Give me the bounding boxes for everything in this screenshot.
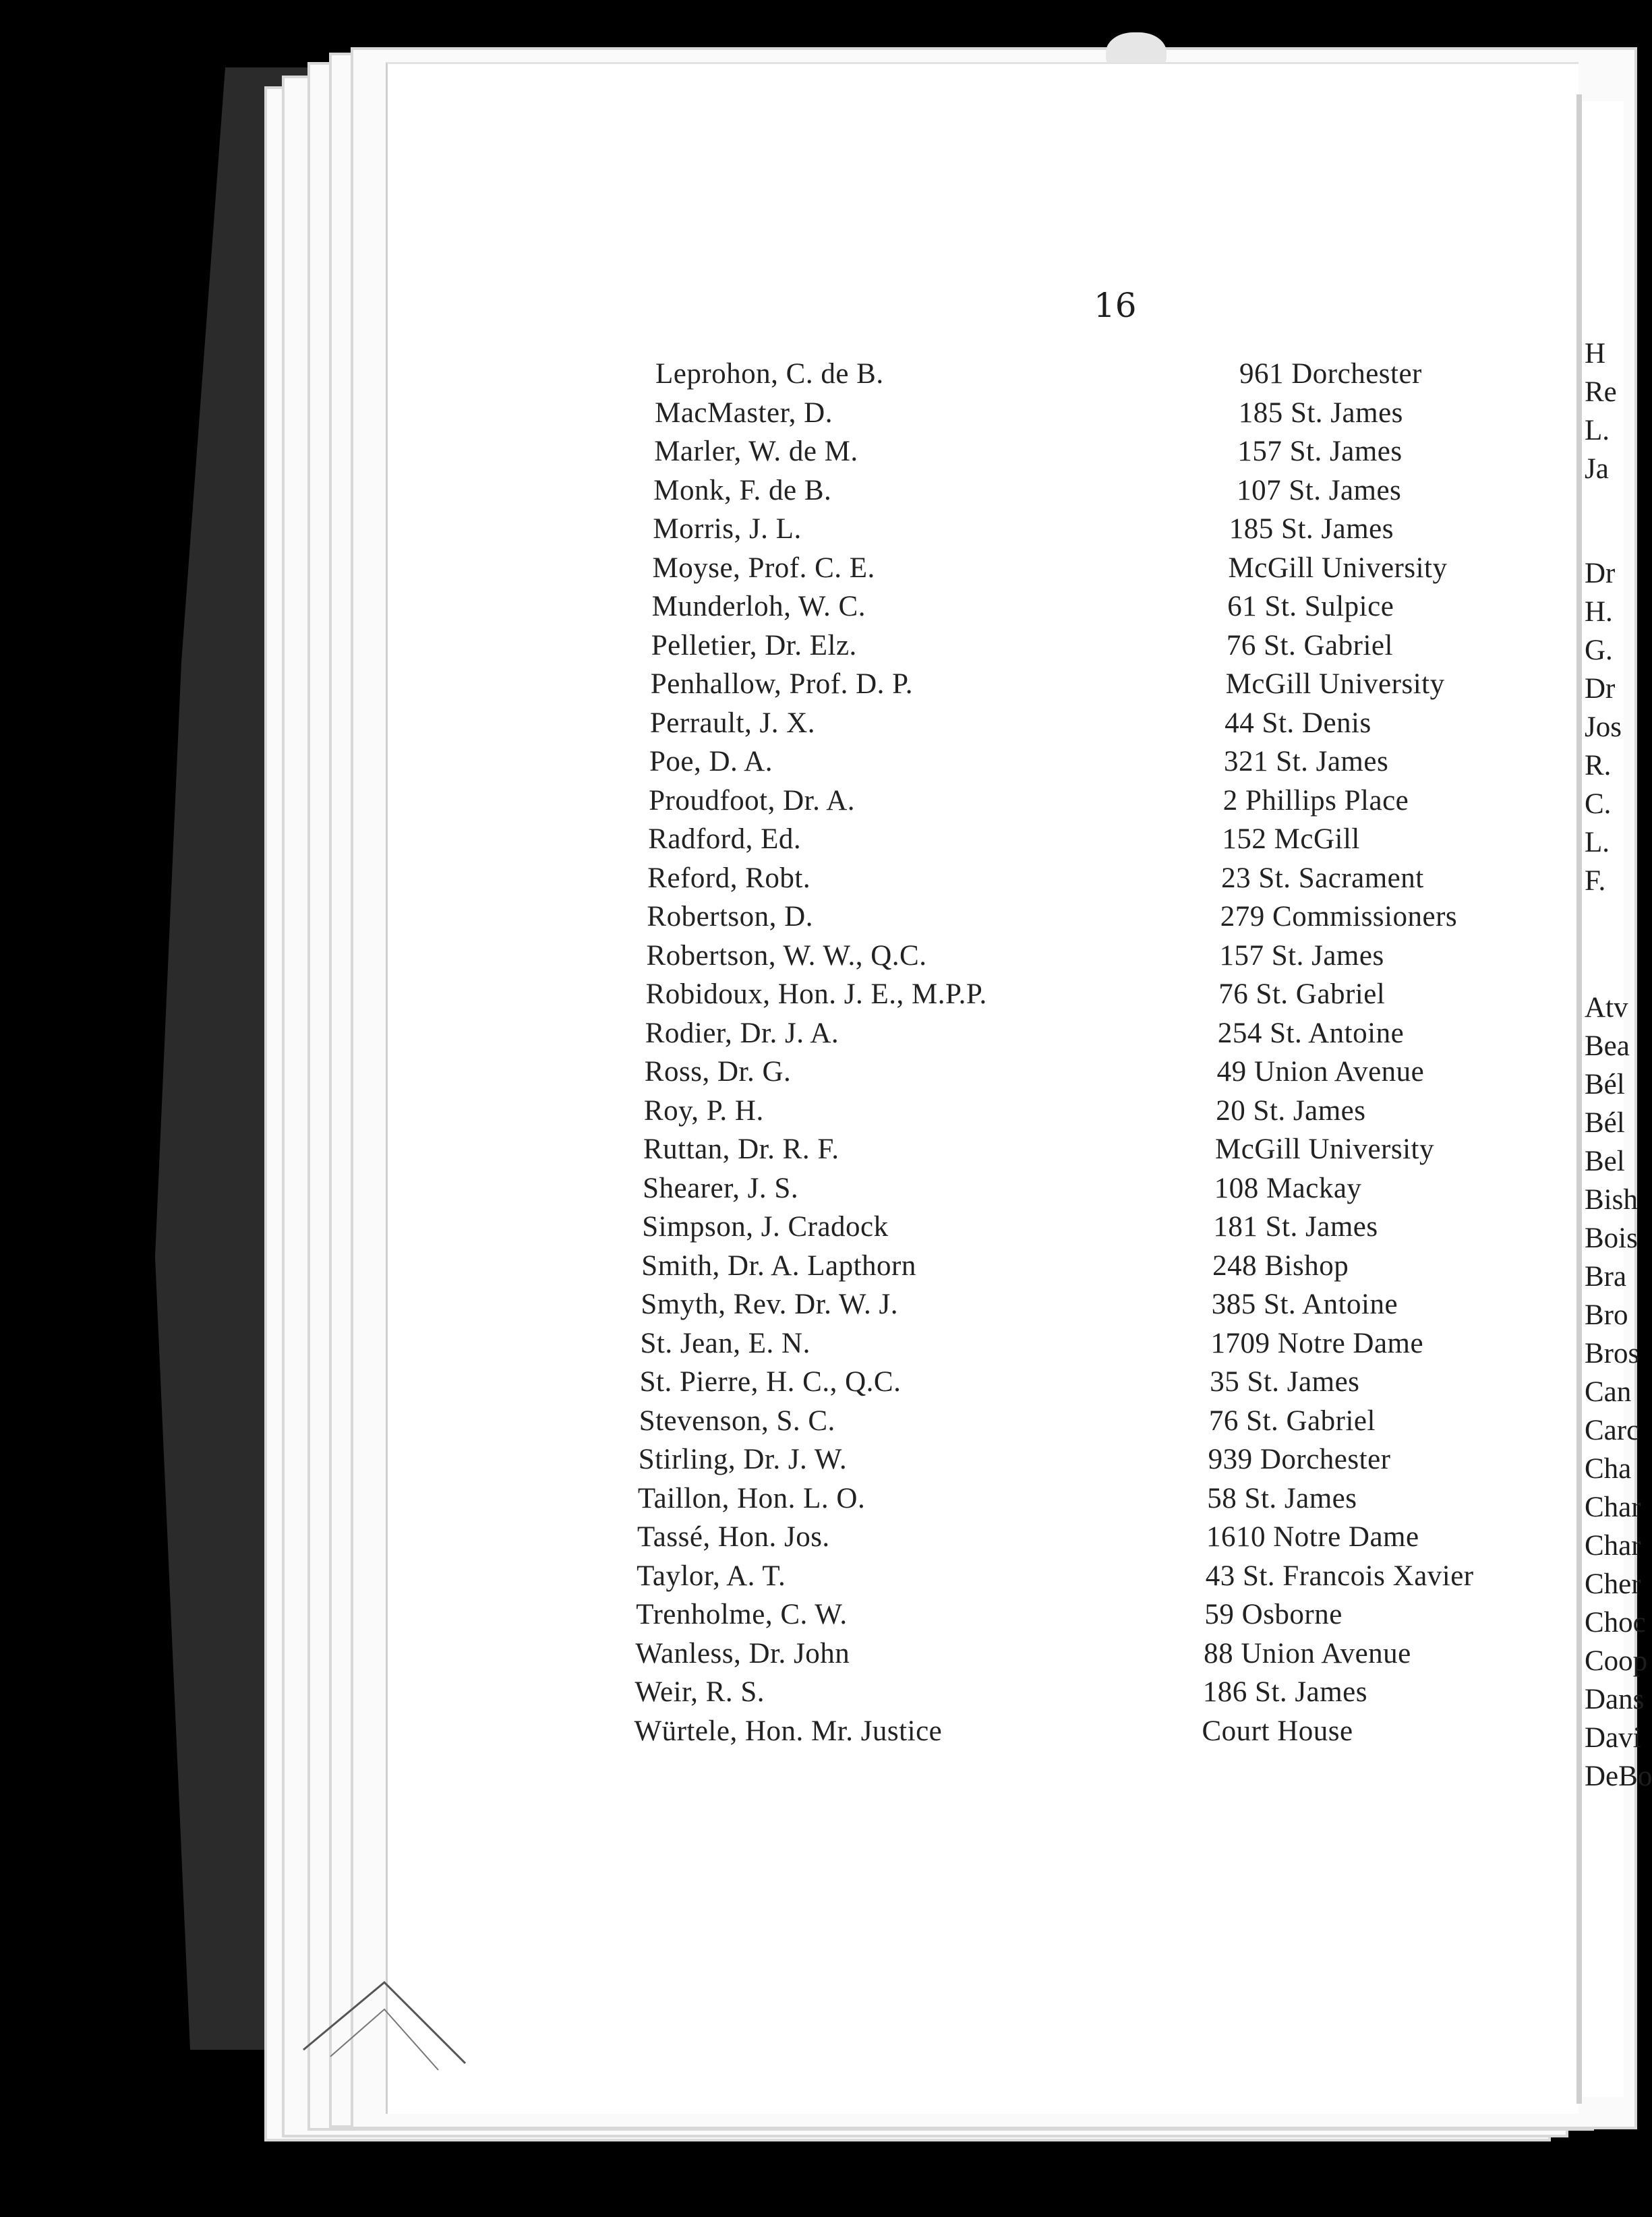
facing-page-text: Bea bbox=[1585, 1030, 1630, 1062]
facing-page-text: F. bbox=[1585, 865, 1606, 897]
entry-address: 76 St. Gabriel bbox=[1208, 1405, 1376, 1437]
facing-page-text: Coop bbox=[1585, 1645, 1648, 1677]
entry-name: Roy, P. H. bbox=[643, 1094, 764, 1127]
facing-page-text: H. bbox=[1585, 596, 1613, 628]
entry-address: 254 St. Antoine bbox=[1217, 1017, 1405, 1049]
entry-name: Würtele, Hon. Mr. Justice bbox=[634, 1715, 943, 1747]
entry-address: 385 St. Antoine bbox=[1211, 1289, 1398, 1320]
entry-address: 44 St. Denis bbox=[1225, 707, 1371, 739]
facing-page-text: Bois bbox=[1585, 1222, 1638, 1254]
entry-address: McGill University bbox=[1215, 1133, 1434, 1165]
facing-page-text: Bish bbox=[1585, 1184, 1638, 1216]
entry-name: St. Jean, E. N. bbox=[640, 1327, 810, 1359]
facing-page-text: Choc bbox=[1585, 1607, 1646, 1638]
entry-address: Court House bbox=[1202, 1715, 1353, 1747]
facing-page-text: C. bbox=[1585, 788, 1612, 820]
entry-address: 61 St. Sulpice bbox=[1227, 591, 1394, 622]
entry-name: Penhallow, Prof. D. P. bbox=[650, 668, 914, 700]
facing-page-text: Ja bbox=[1585, 453, 1609, 485]
document-page bbox=[386, 62, 1579, 2114]
entry-name: Tassé, Hon. Jos. bbox=[637, 1521, 830, 1553]
entry-name: Stirling, Dr. J. W. bbox=[638, 1444, 848, 1475]
facing-page-text: Cher bbox=[1585, 1568, 1641, 1600]
entry-name: Pelletier, Dr. Elz. bbox=[651, 629, 857, 661]
entry-address: 321 St. James bbox=[1224, 746, 1389, 777]
facing-page-text: Char bbox=[1585, 1530, 1641, 1562]
facing-page-text: Bel bbox=[1585, 1146, 1625, 1177]
facing-page-text: Davi bbox=[1585, 1722, 1641, 1754]
page-number: 16 bbox=[1094, 286, 1137, 325]
entry-name: Smyth, Rev. Dr. W. J. bbox=[641, 1289, 899, 1320]
entry-address: 76 St. Gabriel bbox=[1226, 629, 1393, 661]
entry-address: 1610 Notre Dame bbox=[1206, 1521, 1419, 1553]
entry-name: Simpson, J. Cradock bbox=[642, 1211, 889, 1243]
facing-page-text: Cha bbox=[1585, 1453, 1632, 1485]
facing-page-text: Char bbox=[1585, 1491, 1641, 1523]
folded-corner bbox=[290, 1942, 492, 2077]
entry-address: 157 St. James bbox=[1237, 436, 1403, 467]
facing-page-text: L. bbox=[1585, 415, 1610, 446]
entry-address: 108 Mackay bbox=[1214, 1172, 1362, 1204]
entry-name: MacMaster, D. bbox=[655, 396, 833, 429]
entry-name: Robertson, D. bbox=[647, 901, 813, 933]
entry-address: McGill University bbox=[1228, 552, 1448, 584]
entry-address: 181 St. James bbox=[1213, 1211, 1378, 1243]
entry-name: St. Pierre, H. C., Q.C. bbox=[639, 1366, 902, 1398]
entry-name: Taylor, A. T. bbox=[637, 1560, 786, 1592]
facing-page-text: G. bbox=[1585, 634, 1613, 666]
entry-address: 43 St. Francois Xavier bbox=[1205, 1560, 1474, 1592]
facing-page-text: Dr bbox=[1585, 558, 1616, 589]
entry-name: Rodier, Dr. J. A. bbox=[645, 1017, 839, 1049]
entry-address: 186 St. James bbox=[1202, 1676, 1367, 1708]
entry-address: 88 Union Avenue bbox=[1204, 1637, 1411, 1669]
entry-address: McGill University bbox=[1225, 668, 1445, 700]
entry-name: Proudfoot, Dr. A. bbox=[649, 784, 856, 817]
entry-address: 20 St. James bbox=[1216, 1094, 1366, 1127]
entry-name: Ross, Dr. G. bbox=[644, 1056, 792, 1088]
facing-page-text: H bbox=[1585, 338, 1606, 370]
book-gutter bbox=[1576, 94, 1582, 2104]
entry-address: 185 St. James bbox=[1229, 513, 1394, 545]
entry-name: Shearer, J. S. bbox=[643, 1172, 799, 1204]
entry-address: 939 Dorchester bbox=[1208, 1444, 1391, 1475]
entry-address: 59 Osborne bbox=[1204, 1599, 1343, 1630]
facing-page-text: Dr bbox=[1585, 673, 1616, 705]
facing-page-text: L. bbox=[1585, 827, 1610, 858]
entry-address: 23 St. Sacrament bbox=[1221, 862, 1424, 894]
entry-name: Munderloh, W. C. bbox=[651, 591, 866, 622]
entry-name: Marler, W. de M. bbox=[654, 436, 858, 467]
entry-name: Leprohon, C. de B. bbox=[655, 358, 884, 390]
facing-page-text: Can bbox=[1585, 1376, 1632, 1408]
entry-name: Taillon, Hon. L. O. bbox=[637, 1482, 866, 1514]
facing-page-text: Bél bbox=[1585, 1069, 1625, 1100]
entry-name: Robertson, W. W., Q.C. bbox=[646, 939, 927, 972]
entry-name: Monk, F. de B. bbox=[653, 474, 832, 506]
entry-address: 49 Union Avenue bbox=[1216, 1056, 1425, 1088]
facing-page-edge bbox=[1582, 101, 1652, 2097]
entry-name: Stevenson, S. C. bbox=[639, 1405, 835, 1437]
entry-name: Moyse, Prof. C. E. bbox=[652, 552, 875, 584]
entry-address: 107 St. James bbox=[1237, 474, 1402, 506]
entry-address: 152 McGill bbox=[1222, 823, 1360, 855]
facing-page-text: Carc bbox=[1585, 1415, 1640, 1446]
entry-address: 157 St. James bbox=[1219, 939, 1384, 972]
entry-name: Perrault, J. X. bbox=[649, 707, 816, 739]
facing-page-text: Jos bbox=[1585, 711, 1622, 743]
facing-page-text: Bél bbox=[1585, 1107, 1625, 1139]
facing-page-text: Bra bbox=[1585, 1261, 1627, 1293]
entry-address: 961 Dorchester bbox=[1239, 358, 1422, 390]
entry-name: Reford, Robt. bbox=[647, 862, 811, 894]
entry-name: Weir, R. S. bbox=[635, 1676, 765, 1708]
entry-address: 1709 Notre Dame bbox=[1210, 1327, 1424, 1359]
entry-address: 279 Commissioners bbox=[1220, 901, 1458, 933]
entry-name: Poe, D. A. bbox=[649, 746, 773, 777]
entry-address: 2 Phillips Place bbox=[1222, 784, 1409, 817]
entry-name: Ruttan, Dr. R. F. bbox=[643, 1133, 839, 1165]
facing-page-text: Atv bbox=[1585, 992, 1628, 1024]
facing-page-text: R. bbox=[1585, 750, 1612, 781]
entry-name: Morris, J. L. bbox=[653, 513, 802, 545]
facing-page-text: Re bbox=[1585, 376, 1617, 408]
facing-page-text: Bro bbox=[1585, 1299, 1628, 1331]
entry-address: 58 St. James bbox=[1207, 1482, 1357, 1514]
entry-name: Radford, Ed. bbox=[648, 823, 802, 855]
entry-name: Wanless, Dr. John bbox=[635, 1637, 850, 1669]
entry-name: Smith, Dr. A. Lapthorn bbox=[641, 1249, 916, 1282]
entry-address: 248 Bishop bbox=[1212, 1249, 1349, 1282]
facing-page-text: DeBo bbox=[1585, 1761, 1652, 1792]
entry-address: 35 St. James bbox=[1210, 1366, 1360, 1398]
entry-name: Trenholme, C. W. bbox=[636, 1599, 848, 1630]
entry-name: Robidoux, Hon. J. E., M.P.P. bbox=[645, 978, 987, 1010]
facing-page-text: Bros bbox=[1585, 1338, 1640, 1369]
entry-address: 76 St. Gabriel bbox=[1218, 978, 1386, 1010]
facing-page-text: Dans bbox=[1585, 1684, 1645, 1715]
entry-address: 185 St. James bbox=[1238, 396, 1403, 429]
